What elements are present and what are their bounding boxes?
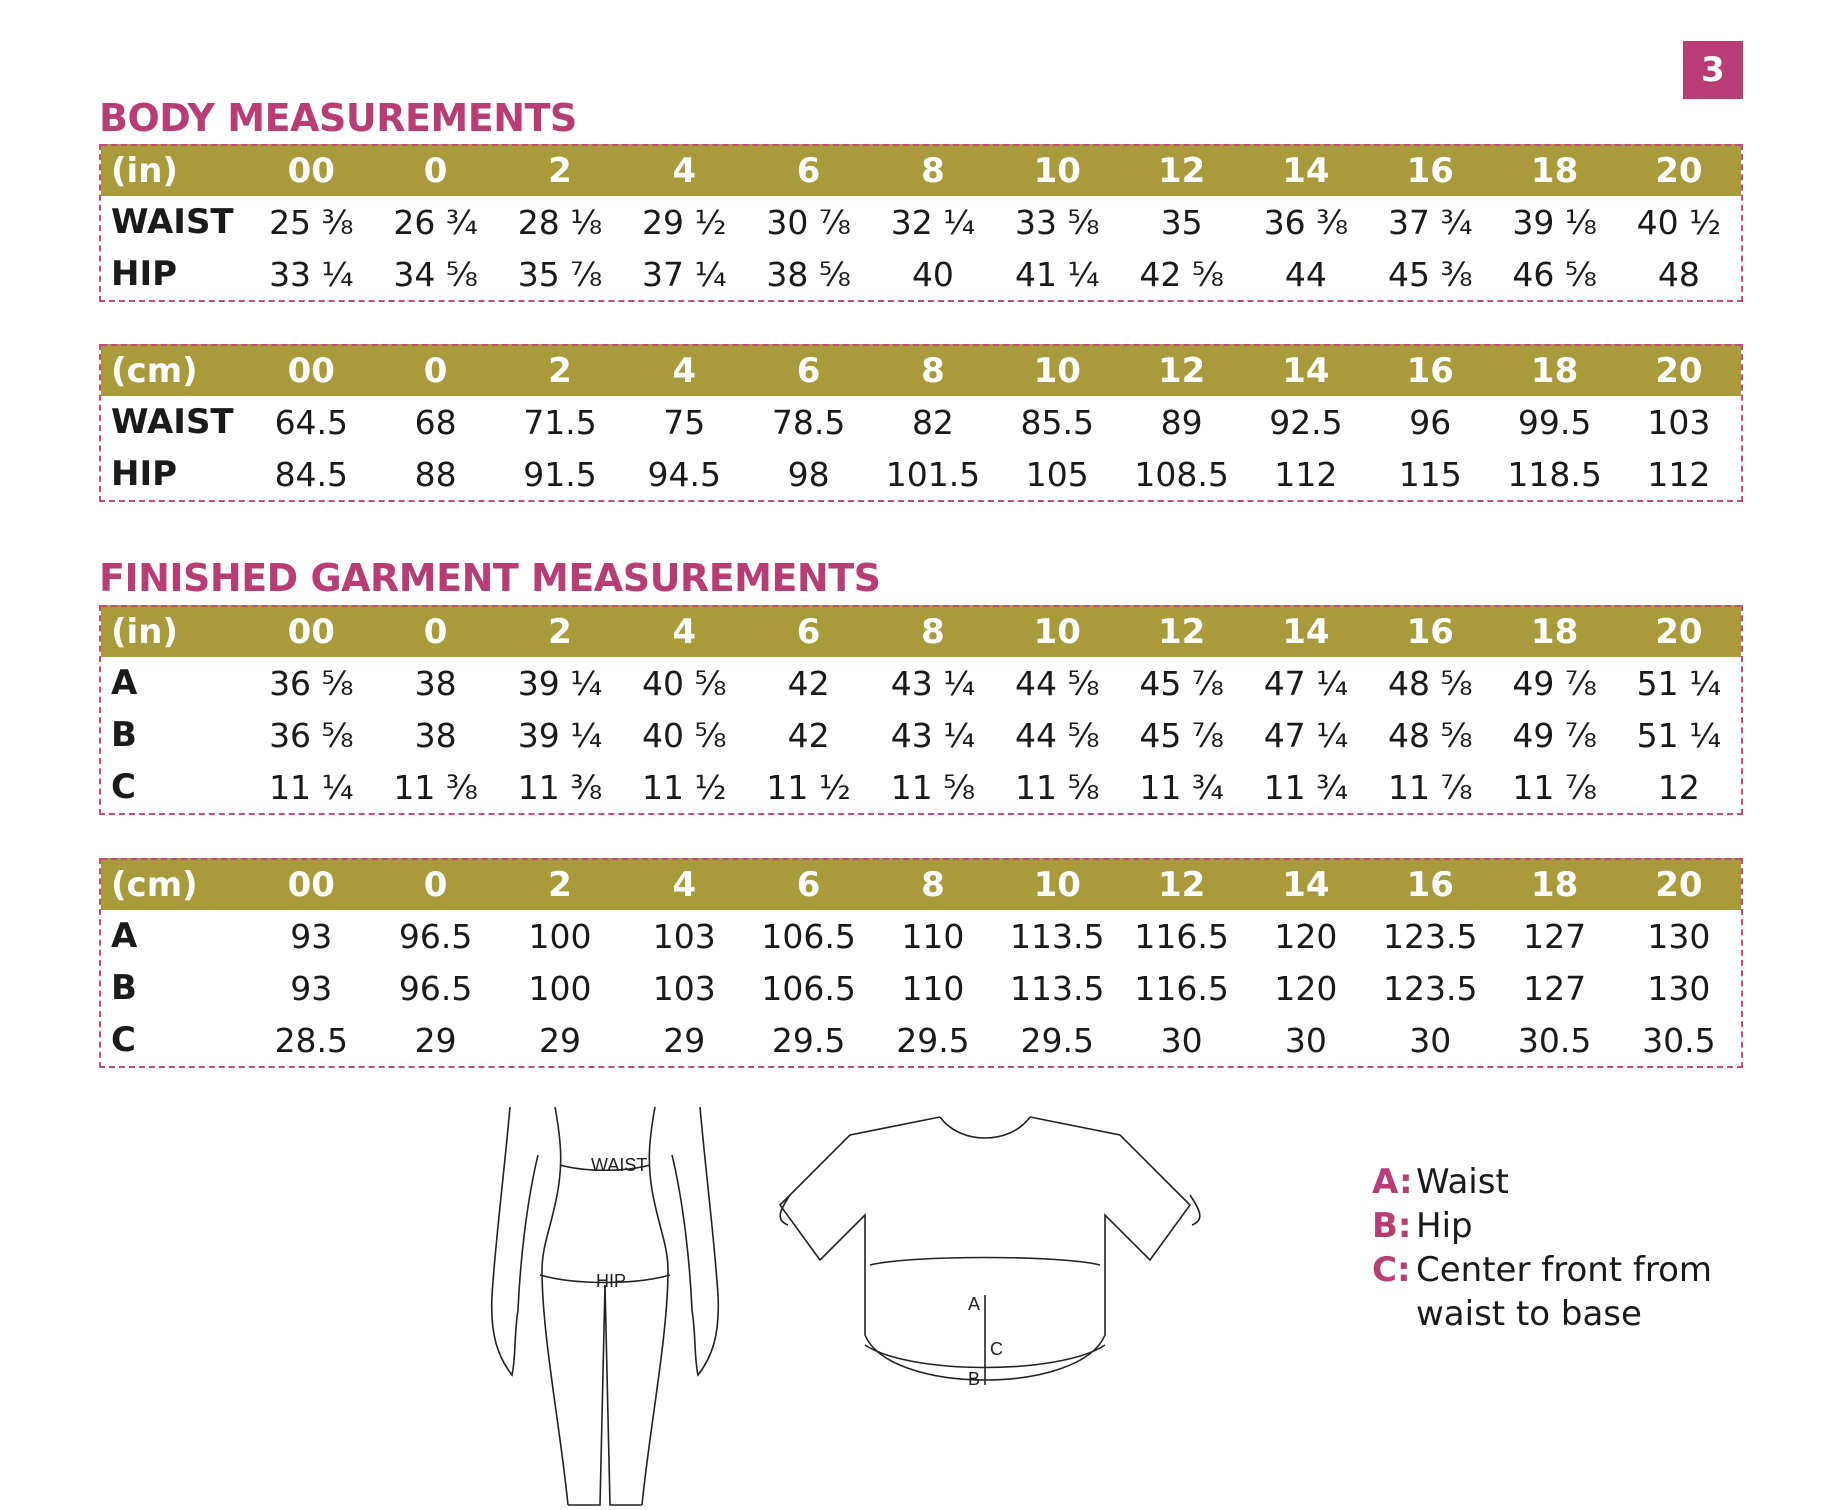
table-cell: 28 ⅛ — [517, 202, 603, 242]
size-header: 8 — [921, 151, 945, 191]
table-cell: 98 — [787, 454, 830, 494]
table-cell: 11 ⅞ — [1388, 767, 1473, 807]
table-cell: 100 — [528, 968, 592, 1008]
table-cell: 37 ¼ — [642, 254, 727, 294]
table-cell: 43 ¼ — [890, 715, 976, 755]
size-header: 12 — [1157, 351, 1206, 391]
row-label: A — [111, 663, 138, 703]
table-cell: 51 ¼ — [1636, 663, 1722, 703]
table-cell: 38 — [414, 715, 457, 755]
table-cell: 30.5 — [1642, 1020, 1716, 1060]
table-cell: 11 ⅞ — [1512, 767, 1597, 807]
size-header: 12 — [1157, 865, 1206, 905]
table-cell: 88 — [414, 454, 457, 494]
size-header: 0 — [423, 351, 448, 391]
legend-key: A: — [1372, 1162, 1413, 1202]
size-header: 4 — [672, 865, 697, 905]
table-cell: 33 ⅝ — [1015, 202, 1100, 242]
table-row — [101, 248, 1741, 300]
garment-label-b: B — [968, 1369, 981, 1389]
table-row — [101, 910, 1741, 962]
size-header: 00 — [287, 865, 335, 905]
size-header: 6 — [796, 865, 821, 905]
size-header: 12 — [1157, 151, 1206, 191]
table-header-row — [101, 344, 1741, 396]
table-cell: 34 ⅝ — [393, 254, 478, 294]
table-cell: 11 ⅝ — [1015, 767, 1100, 807]
table-cell: 36 ⅝ — [269, 663, 354, 703]
table-cell: 37 ¾ — [1388, 202, 1473, 242]
row-label: HIP — [111, 454, 178, 494]
table-cell: 110 — [901, 916, 965, 956]
table-cell: 113.5 — [1010, 916, 1105, 956]
table-cell: 51 ¼ — [1636, 715, 1722, 755]
table-cell: 30 ⅞ — [766, 202, 851, 242]
table-cell: 89 — [1160, 402, 1203, 442]
size-header: 12 — [1157, 612, 1206, 652]
size-header: 14 — [1282, 612, 1330, 652]
table-cell: 106.5 — [761, 916, 856, 956]
table-cell: 123.5 — [1383, 916, 1478, 956]
body-measurements-inches-table — [99, 144, 1743, 302]
table-row — [101, 657, 1741, 709]
table-cell: 11 ¾ — [1139, 767, 1224, 807]
table-cell: 44 ⅝ — [1015, 715, 1100, 755]
table-cell: 93 — [290, 916, 333, 956]
size-header: 16 — [1406, 151, 1454, 191]
table-cell: 36 ⅝ — [269, 715, 354, 755]
table-cell: 38 ⅝ — [766, 254, 851, 294]
table-cell: 44 — [1284, 254, 1327, 294]
table-cell: 108.5 — [1134, 454, 1229, 494]
size-header: 8 — [921, 612, 945, 652]
table-cell: 78.5 — [771, 402, 846, 442]
table-cell: 116.5 — [1134, 968, 1229, 1008]
table-cell: 49 ⅞ — [1512, 715, 1597, 755]
table-cell: 45 ⅞ — [1139, 663, 1224, 703]
table-cell: 42 — [787, 663, 830, 703]
table-cell: 46 ⅝ — [1512, 254, 1597, 294]
table-cell: 118.5 — [1507, 454, 1602, 494]
table-cell: 112 — [1274, 454, 1338, 494]
table-cell: 29.5 — [771, 1020, 846, 1060]
row-label: C — [111, 767, 136, 807]
table-cell: 30.5 — [1517, 1020, 1592, 1060]
size-header: 0 — [423, 151, 448, 191]
table-cell: 11 ½ — [766, 767, 851, 807]
size-header: 2 — [548, 351, 572, 391]
table-cell: 41 ¼ — [1015, 254, 1100, 294]
table-cell: 113.5 — [1010, 968, 1105, 1008]
table-cell: 112 — [1647, 454, 1711, 494]
table-cell: 43 ¼ — [890, 663, 976, 703]
table-cell: 105 — [1025, 454, 1089, 494]
size-header: 18 — [1530, 351, 1579, 391]
table-cell: 84.5 — [274, 454, 349, 494]
table-cell: 30 — [1284, 1020, 1327, 1060]
table-cell: 11 ⅝ — [890, 767, 976, 807]
size-header: 0 — [423, 612, 448, 652]
table-cell: 44 ⅝ — [1015, 663, 1100, 703]
table-cell: 96.5 — [398, 916, 473, 956]
table-cell: 127 — [1523, 916, 1587, 956]
table-cell: 29.5 — [896, 1020, 970, 1060]
size-header: 10 — [1033, 612, 1081, 652]
size-header: 10 — [1033, 865, 1081, 905]
table-cell: 100 — [528, 916, 592, 956]
table-cell: 45 ⅞ — [1139, 715, 1224, 755]
size-header: 0 — [423, 865, 448, 905]
size-header: 18 — [1530, 612, 1579, 652]
table-cell: 40 — [911, 254, 954, 294]
table-cell: 75 — [663, 402, 706, 442]
table-cell: 93 — [290, 968, 333, 1008]
row-label: HIP — [111, 254, 178, 294]
size-header: 00 — [287, 151, 335, 191]
body-measurements-title: BODY MEASUREMENTS — [99, 96, 577, 140]
size-header: 18 — [1530, 865, 1579, 905]
table-cell: 130 — [1647, 968, 1711, 1008]
table-cell: 32 ¼ — [890, 202, 976, 242]
table-cell: 120 — [1274, 968, 1338, 1008]
legend-text: Center front from waist to base — [1416, 1250, 1713, 1334]
size-header: 4 — [672, 612, 697, 652]
legend-text: Hip — [1416, 1206, 1473, 1246]
finished-garment-title: FINISHED GARMENT MEASUREMENTS — [99, 556, 881, 600]
size-header: 4 — [672, 351, 697, 391]
table-cell: 11 ½ — [642, 767, 727, 807]
legend-key: B: — [1372, 1206, 1412, 1246]
size-header: 2 — [548, 612, 572, 652]
table-cell: 42 — [787, 715, 830, 755]
table-cell: 103 — [652, 916, 716, 956]
table-cell: 11 ¼ — [269, 767, 354, 807]
body-measurements-cm-table — [99, 344, 1743, 502]
table-cell: 96 — [1409, 402, 1452, 442]
table-cell: 115 — [1398, 454, 1462, 494]
table-cell: 48 — [1657, 254, 1700, 294]
table-cell: 11 ⅜ — [393, 767, 478, 807]
size-header: 10 — [1033, 351, 1081, 391]
size-header: 20 — [1655, 351, 1703, 391]
table-row — [101, 396, 1741, 448]
size-header: 00 — [287, 612, 335, 652]
size-header: 14 — [1282, 151, 1330, 191]
finished-garment-cm-table — [99, 858, 1743, 1068]
table-cell: 38 — [414, 663, 457, 703]
table-cell: 45 ⅜ — [1388, 254, 1473, 294]
table-cell: 116.5 — [1134, 916, 1229, 956]
legend-text: Waist — [1416, 1162, 1509, 1202]
table-cell: 30 — [1160, 1020, 1203, 1060]
table-header-row — [101, 605, 1741, 657]
size-header: 14 — [1282, 865, 1330, 905]
table-cell: 33 ¼ — [269, 254, 354, 294]
size-header: 14 — [1282, 351, 1330, 391]
waist-label: WAIST — [591, 1155, 648, 1175]
legend-key: C: — [1372, 1250, 1411, 1290]
table-header-row — [101, 858, 1741, 910]
table-cell: 71.5 — [523, 402, 597, 442]
table-cell: 29 ½ — [642, 202, 727, 242]
table-cell: 11 ⅜ — [517, 767, 603, 807]
hip-label: HIP — [596, 1271, 627, 1291]
table-cell: 39 ¼ — [517, 663, 603, 703]
row-label: C — [111, 1020, 136, 1060]
table-cell: 29 — [538, 1020, 581, 1060]
table-cell: 103 — [652, 968, 716, 1008]
row-label: A — [111, 916, 138, 956]
table-cell: 39 ⅛ — [1512, 202, 1597, 242]
table-cell: 96.5 — [398, 968, 473, 1008]
table-row — [101, 196, 1741, 248]
size-header: 6 — [796, 351, 821, 391]
size-header: 6 — [796, 151, 821, 191]
table-cell: 29 — [414, 1020, 457, 1060]
table-cell: 92.5 — [1269, 402, 1343, 442]
measurement-legend — [1372, 1160, 1716, 1336]
table-cell: 36 ⅜ — [1263, 202, 1349, 242]
size-header: 8 — [921, 865, 945, 905]
size-header: 6 — [796, 612, 821, 652]
size-header: 16 — [1406, 865, 1454, 905]
table-cell: 48 ⅝ — [1388, 715, 1473, 755]
table-cell: 64.5 — [274, 402, 349, 442]
garment-label-a: A — [968, 1294, 981, 1314]
table-cell: 47 ¼ — [1263, 663, 1349, 703]
table-cell: 12 — [1657, 767, 1700, 807]
row-label: WAIST — [111, 202, 234, 242]
table-cell: 29 — [663, 1020, 706, 1060]
size-header: 20 — [1655, 612, 1703, 652]
table-header-row — [101, 144, 1741, 196]
table-cell: 40 ⅝ — [642, 715, 727, 755]
table-cell: 106.5 — [761, 968, 856, 1008]
table-cell: 130 — [1647, 916, 1711, 956]
size-header: 2 — [548, 151, 572, 191]
table-cell: 28.5 — [274, 1020, 349, 1060]
table-row — [101, 1014, 1741, 1066]
table-cell: 40 ⅝ — [642, 663, 727, 703]
table-cell: 25 ⅜ — [269, 202, 354, 242]
table-row — [101, 448, 1741, 500]
table-cell: 35 ⅞ — [517, 254, 603, 294]
table-cell: 42 ⅝ — [1139, 254, 1224, 294]
table-cell: 82 — [911, 402, 954, 442]
size-header: 16 — [1406, 351, 1454, 391]
size-header: 20 — [1655, 151, 1703, 191]
unit-label: (in) — [111, 612, 178, 652]
table-cell: 40 ½ — [1636, 202, 1722, 242]
table-row — [101, 962, 1741, 1014]
table-row — [101, 709, 1741, 761]
table-cell: 120 — [1274, 916, 1338, 956]
legend-item-c — [1372, 1248, 1716, 1336]
unit-label: (cm) — [111, 865, 198, 905]
table-cell: 47 ¼ — [1263, 715, 1349, 755]
table-cell: 103 — [1647, 402, 1711, 442]
finished-garment-inches-table — [99, 605, 1743, 815]
page-number: 3 — [1683, 41, 1743, 99]
table-cell: 68 — [414, 402, 457, 442]
unit-label: (in) — [111, 151, 178, 191]
row-label: B — [111, 715, 137, 755]
table-cell: 26 ¾ — [393, 202, 478, 242]
unit-label: (cm) — [111, 351, 198, 391]
table-cell: 127 — [1523, 968, 1587, 1008]
size-header: 18 — [1530, 151, 1579, 191]
legend-item-b — [1372, 1204, 1716, 1248]
table-cell: 39 ¼ — [517, 715, 603, 755]
table-cell: 48 ⅝ — [1388, 663, 1473, 703]
table-cell: 29.5 — [1020, 1020, 1095, 1060]
table-cell: 11 ¾ — [1263, 767, 1349, 807]
row-label: B — [111, 968, 137, 1008]
row-label: WAIST — [111, 402, 234, 442]
size-header: 10 — [1033, 151, 1081, 191]
table-cell: 49 ⅞ — [1512, 663, 1597, 703]
table-cell: 99.5 — [1517, 402, 1592, 442]
table-row — [101, 761, 1741, 813]
table-cell: 30 — [1409, 1020, 1452, 1060]
table-cell: 101.5 — [885, 454, 981, 494]
size-header: 00 — [287, 351, 335, 391]
table-cell: 85.5 — [1020, 402, 1095, 442]
table-cell: 110 — [901, 968, 965, 1008]
size-header: 2 — [548, 865, 572, 905]
size-header: 16 — [1406, 612, 1454, 652]
size-header: 20 — [1655, 865, 1703, 905]
table-cell: 91.5 — [523, 454, 597, 494]
garment-label-c: C — [990, 1339, 1003, 1359]
legend-item-a — [1372, 1160, 1716, 1204]
table-cell: 94.5 — [647, 454, 722, 494]
table-cell: 123.5 — [1383, 968, 1478, 1008]
size-header: 8 — [921, 351, 945, 391]
size-header: 4 — [672, 151, 697, 191]
table-cell: 35 — [1160, 202, 1203, 242]
